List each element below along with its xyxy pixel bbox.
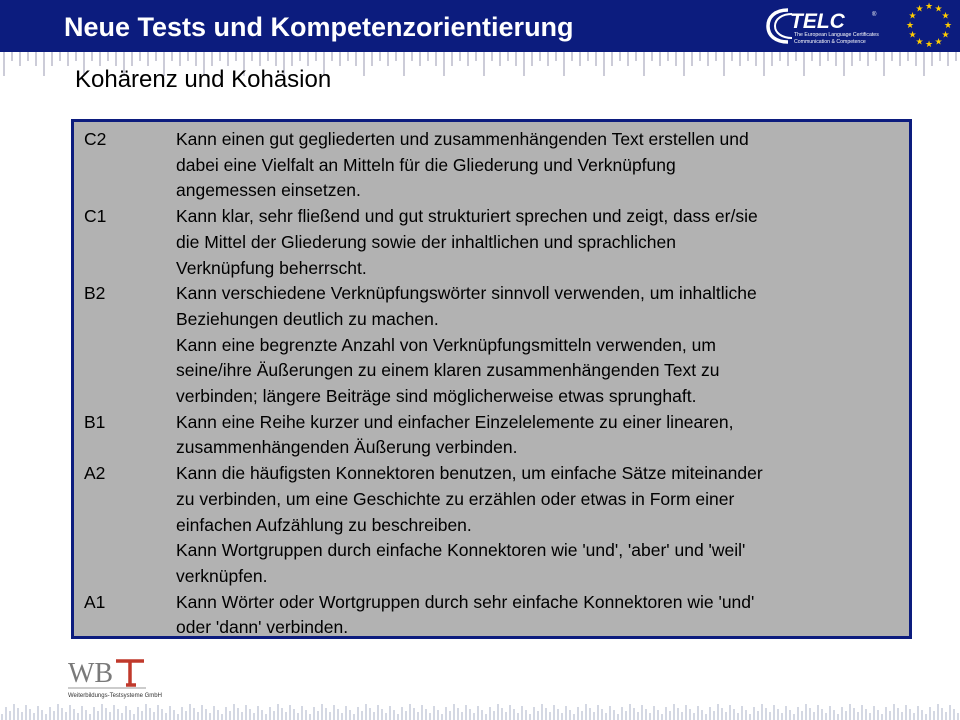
descriptor-line: Kann Wortgruppen durch einfache Konnektoren wie 'und', 'aber' und 'weil' xyxy=(176,540,746,561)
descriptor-line: Kann verschiedene Verknüpfungswörter sinnvoll verwenden, um inhaltliche xyxy=(176,283,757,304)
descriptor-text xyxy=(176,204,904,281)
descriptor-line: Kann eine Reihe kurzer und einfacher Einzelelemente zu einer linearen, xyxy=(176,411,734,432)
descriptor-line: Kann die häufigsten Konnektoren benutzen, um einfache Sätze miteinander xyxy=(176,463,763,484)
flag-star-icon: ★ xyxy=(934,36,943,47)
descriptor-line: einfachen Aufzählung zu beschreiben. xyxy=(176,514,472,535)
descriptor-box xyxy=(71,119,912,639)
descriptor-text xyxy=(176,127,904,204)
descriptor-row xyxy=(84,590,904,641)
descriptor-line: Kann eine begrenzte Anzahl von Verknüpfungsmitteln verwenden, um xyxy=(176,334,716,355)
descriptor-line: oder 'dann' verbinden. xyxy=(176,617,349,638)
descriptor-text xyxy=(176,281,904,410)
wbt-logo-caption: Weiterbildungs-Testsysteme GmbH xyxy=(68,693,162,699)
descriptor-line: Beziehungen deutlich zu machen. xyxy=(176,308,439,329)
descriptor-line: seine/ihre Äußerungen zu einem klaren zusammenhängenden Text zu xyxy=(176,360,720,381)
wbt-logo-mark: WB xyxy=(68,658,114,689)
level-label: C2 xyxy=(84,129,107,149)
footer-decoration xyxy=(0,700,960,720)
flag-star-icon: ★ xyxy=(915,3,924,14)
flag-star-icon: ★ xyxy=(915,36,924,47)
flag-star-icon: ★ xyxy=(934,3,943,14)
descriptor-row xyxy=(84,127,904,204)
descriptor-line: verknüpfen. xyxy=(176,565,268,586)
descriptor-text xyxy=(176,461,904,590)
descriptor-row xyxy=(84,461,904,590)
eu-flag-icon xyxy=(898,0,960,52)
descriptor-text xyxy=(176,590,904,641)
descriptor-line: angemessen einsetzen. xyxy=(176,180,361,201)
descriptor-row xyxy=(84,410,904,461)
descriptor-line: Verknüpfung beherrscht. xyxy=(176,257,367,278)
flag-star-icon: ★ xyxy=(924,39,934,49)
descriptor-line: die Mittel der Gliederung sowie der inhaltlichen und sprachlichen xyxy=(176,231,677,252)
descriptor-line: dabei eine Vielfalt an Mitteln für die Gliederung und Verknüpfung xyxy=(176,154,676,175)
level-label: C1 xyxy=(84,206,107,227)
level-label: A2 xyxy=(84,463,106,484)
svg-text:®: ® xyxy=(872,12,877,18)
descriptor-line: Kann einen gut gegliederten und zusammenhängenden Text erstellen und xyxy=(176,129,749,149)
flag-star-icon: ★ xyxy=(924,1,934,11)
telc-logo xyxy=(766,4,886,48)
descriptor-line: zu verbinden, um eine Geschichte zu erzählen oder etwas in Form einer xyxy=(176,488,735,509)
telc-logo-tagline-2: Communication & Competence xyxy=(794,39,866,45)
level-label: B2 xyxy=(84,283,106,304)
descriptor-text xyxy=(176,410,904,461)
descriptor-line: zusammenhängenden Äußerung verbinden. xyxy=(176,437,518,458)
flag-star-icon: ★ xyxy=(941,10,950,21)
descriptor-table xyxy=(84,127,904,641)
flag-star-icon: ★ xyxy=(905,20,915,30)
header-title: Neue Tests und Kompetenzorientierung xyxy=(64,12,574,42)
telc-logo-name: TELC xyxy=(790,10,845,33)
slide-subtitle: Kohärenz und Kohäsion xyxy=(75,66,332,93)
descriptor-line: Kann Wörter oder Wortgruppen durch sehr einfache Konnektoren wie 'und' xyxy=(176,591,755,612)
descriptor-row xyxy=(84,204,904,281)
level-label: B1 xyxy=(84,411,106,432)
descriptor-line: verbinden; längere Beiträge sind möglicherweise etwas sprunghaft. xyxy=(176,386,697,407)
descriptor-line: Kann klar, sehr fließend und gut strukturiert sprechen und zeigt, dass er/sie xyxy=(176,206,758,227)
flag-star-icon: ★ xyxy=(941,29,950,40)
flag-star-icon: ★ xyxy=(908,29,917,40)
flag-star-icon: ★ xyxy=(943,20,953,30)
telc-logo-tagline-1: The European Language Certificates xyxy=(794,32,879,38)
wbt-logo xyxy=(66,655,186,701)
level-label: A1 xyxy=(84,591,106,612)
header-bar xyxy=(0,0,960,52)
descriptor-row xyxy=(84,281,904,410)
flag-star-icon: ★ xyxy=(908,10,917,21)
